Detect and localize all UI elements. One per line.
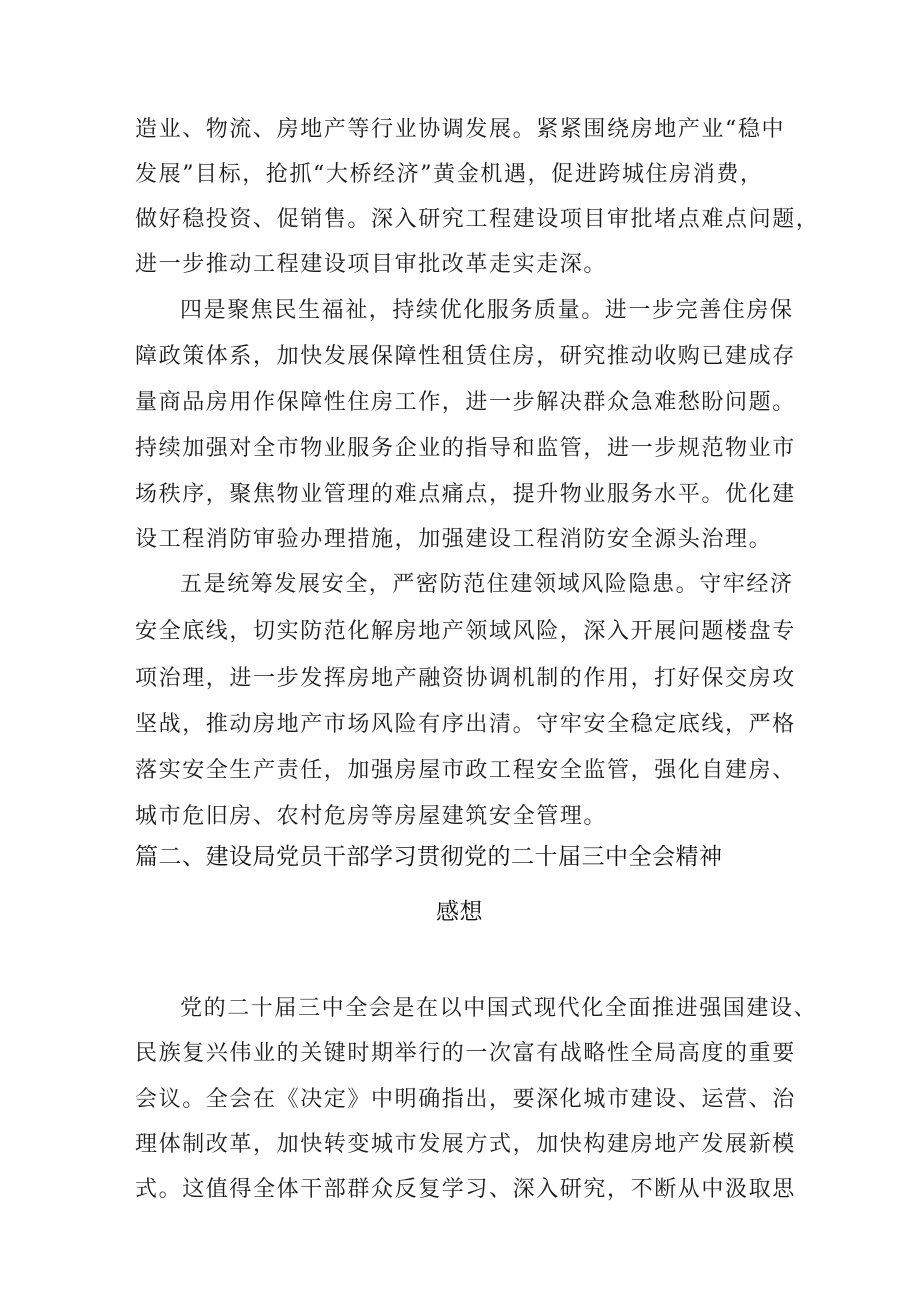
paragraph-line: 城市危旧房、农村危房等房屋建筑安全管理。: [135, 804, 608, 829]
paragraph-line: 会议。全会在《决定》中明确指出，要深化城市建设、运营、治: [135, 1087, 796, 1112]
paragraph-line: 进一步推动工程建设项目审批改革走实走深。: [135, 252, 608, 277]
paragraph-line: 做好稳投资、促销售。深入研究工程建设项目审批堵点难点问题，: [135, 207, 820, 232]
paragraph-line: 坚战，推动房地产市场风险有序出清。守牢安全稳定底线，严格: [135, 712, 796, 737]
paragraph-line: 理体制改革，加快转变城市发展方式，加快构建房地产发展新模: [135, 1132, 796, 1157]
paragraph-line: 项治理，进一步发挥房地产融资协调机制的作用，打好保交房攻: [135, 666, 796, 691]
article-title-continued: 感想: [436, 899, 483, 925]
paragraph-line: 发展”目标，抢抓“大桥经济”黄金机遇，促进跨城住房消费，: [135, 162, 764, 187]
paragraph-line: 四是聚焦民生福祉，持续优化服务质量。进一步完善住房保: [180, 298, 794, 323]
paragraph-line: 五是统筹发展安全，严密防范住建领域风险隐患。守牢经济: [180, 572, 794, 597]
paragraph-line: 量商品房用作保障性住房工作，进一步解决群众急难愁盼问题。: [135, 390, 796, 415]
paragraph-line: 障政策体系，加快发展保障性租赁住房，研究推动收购已建成存: [135, 344, 796, 369]
paragraph-line: 式。这值得全体干部群众反复学习、深入研究，不断从中汲取思: [135, 1177, 796, 1202]
article-title: 篇二、建设局党员干部学习贯彻党的二十届三中全会精神: [135, 844, 723, 870]
paragraph-line: 安全底线，切实防范化解房地产领域风险，深入开展问题楼盘专: [135, 619, 796, 644]
paragraph-line: 造业、物流、房地产等行业协调发展。紧紧围绕房地产业“稳中: [135, 117, 786, 142]
paragraph-line: 党的二十届三中全会是在以中国式现代化全面推进强国建设、: [180, 996, 818, 1021]
paragraph-line: 设工程消防审验办理措施，加强建设工程消防安全源头治理。: [135, 527, 773, 552]
paragraph-line: 落实安全生产责任，加强房屋市政工程安全监管，强化自建房、: [135, 758, 796, 783]
paragraph-line: 持续加强对全市物业服务企业的指导和监管，进一步规范物业市: [135, 436, 796, 461]
paragraph-line: 民族复兴伟业的关键时期举行的一次富有战略性全局高度的重要: [135, 1041, 796, 1066]
paragraph-line: 场秩序，聚焦物业管理的难点痛点，提升物业服务水平。优化建: [135, 482, 796, 507]
